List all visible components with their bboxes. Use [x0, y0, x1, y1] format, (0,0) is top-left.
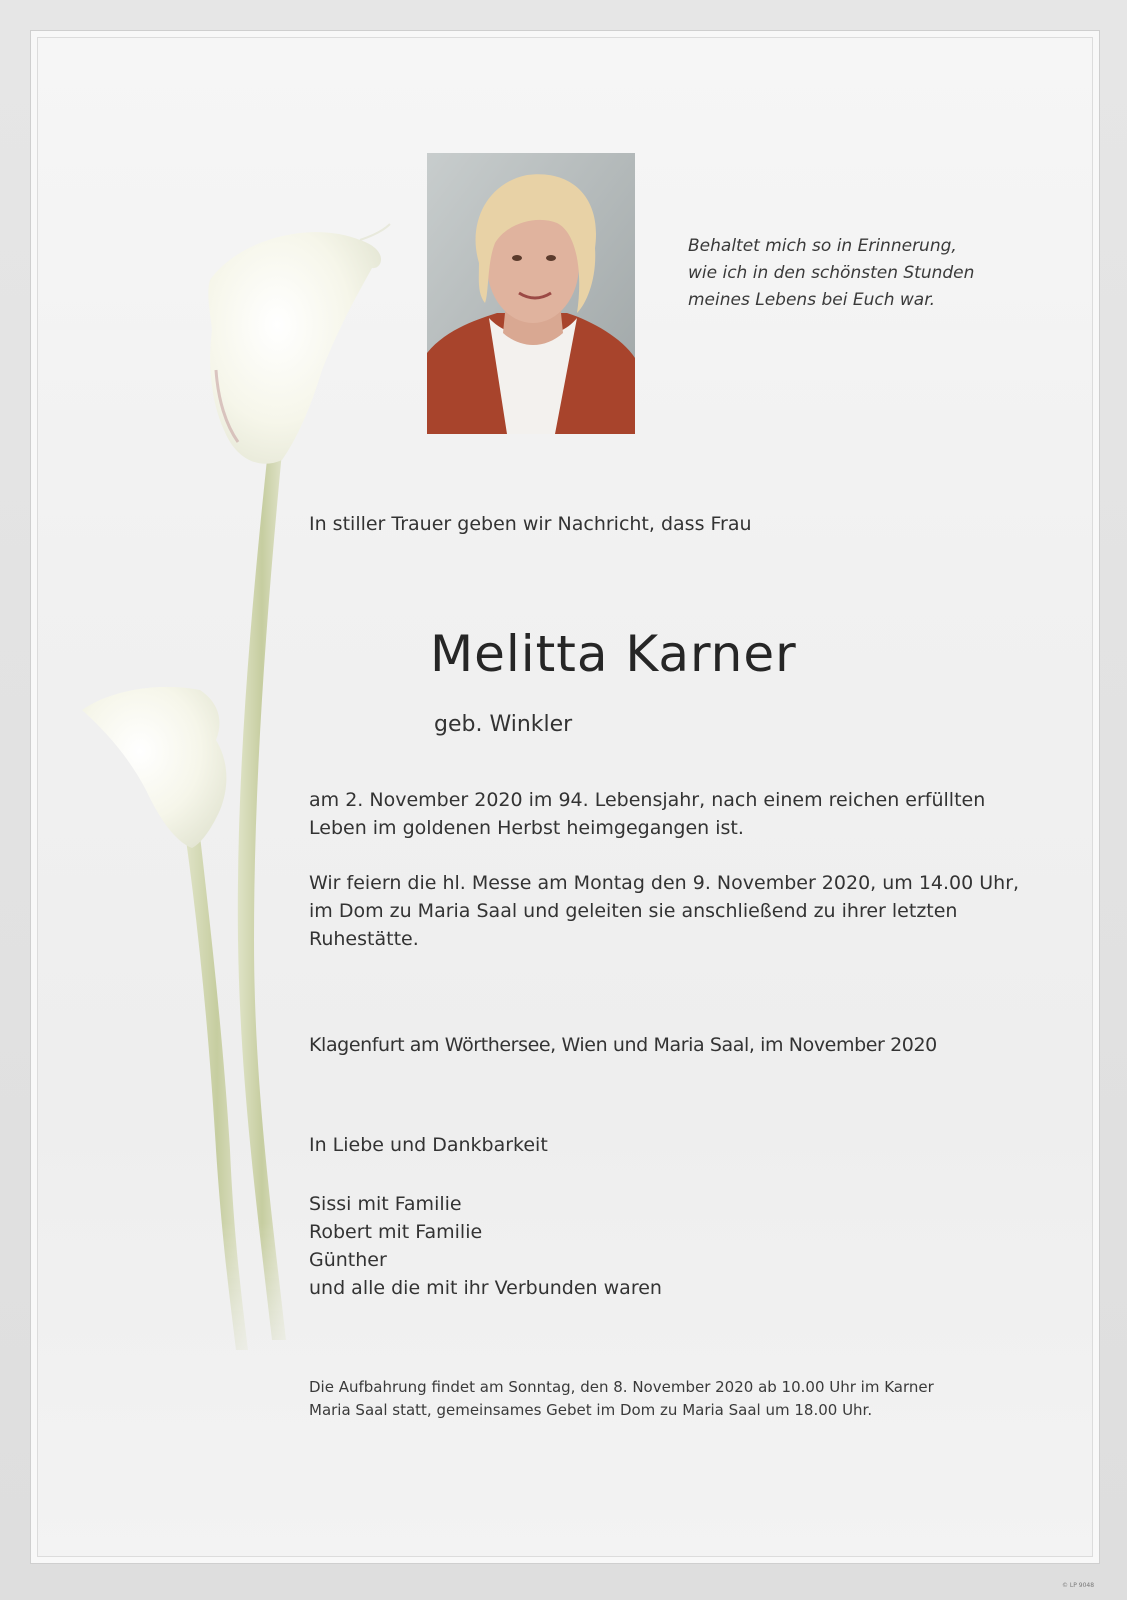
notice-line: Die Aufbahrung findet am Sonntag, den 8. November 2020 ab 10.00 Uhr im Karner — [309, 1378, 934, 1396]
portrait-photo — [427, 153, 635, 434]
paragraph-line: im Dom zu Maria Saal und geleiten sie anschließend zu ihrer letzten — [309, 900, 958, 922]
motto-line: Behaltet mich so in Erinnerung, — [688, 236, 957, 256]
passing-paragraph — [309, 786, 985, 842]
deceased-name: Melitta Karner — [430, 625, 797, 683]
maiden-name: geb. Winkler — [434, 712, 573, 737]
family-list — [309, 1190, 662, 1302]
announcement-intro: In stiller Trauer geben wir Nachricht, dass Frau — [309, 513, 752, 535]
print-code: © LP 9048 — [1062, 1582, 1095, 1589]
mass-paragraph — [309, 869, 1019, 953]
viewing-notice — [309, 1376, 934, 1422]
motto-line: wie ich in den schönsten Stunden — [688, 263, 975, 283]
paragraph-line: Ruhestätte. — [309, 928, 419, 950]
place-and-date: Klagenfurt am Wörthersee, Wien und Maria Saal, im November 2020 — [309, 1034, 937, 1056]
memorial-motto — [688, 233, 974, 314]
tall-lily-stem — [238, 450, 286, 1340]
family-member: Günther — [309, 1249, 387, 1271]
family-member: und alle die mit ihr Verbunden waren — [309, 1277, 662, 1299]
paragraph-line: Wir feiern die hl. Messe am Montag den 9. November 2020, um 14.00 Uhr, — [309, 872, 1020, 894]
short-lily-flower — [82, 687, 226, 848]
tall-lily-flower — [208, 232, 381, 464]
motto-line: meines Lebens bei Euch war. — [688, 290, 936, 310]
paragraph-line: Leben im goldenen Herbst heimgegangen ist. — [309, 817, 744, 839]
family-member: Sissi mit Familie — [309, 1193, 462, 1215]
family-member: Robert mit Familie — [309, 1221, 483, 1243]
notice-line: Maria Saal statt, gemeinsames Gebet im Dom zu Maria Saal um 18.00 Uhr. — [309, 1401, 873, 1419]
paragraph-line: am 2. November 2020 im 94. Lebensjahr, nach einem reichen erfüllten — [309, 789, 986, 811]
closing-phrase: In Liebe und Dankbarkeit — [309, 1134, 548, 1156]
